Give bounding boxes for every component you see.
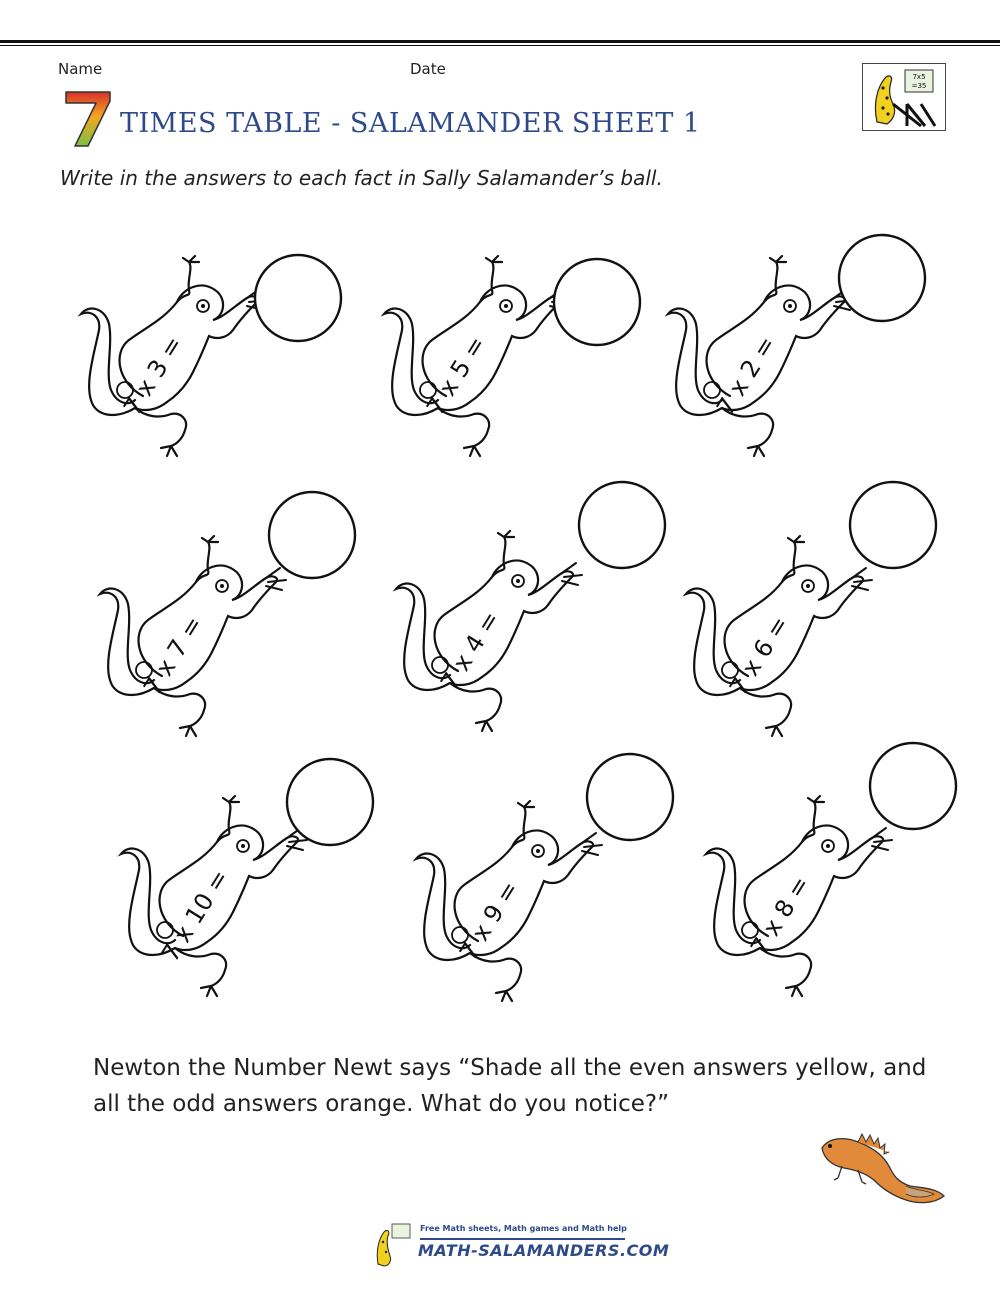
answer-ball[interactable]	[287, 759, 373, 845]
salamander-card	[686, 482, 936, 736]
logo-badge-line2: =35	[911, 82, 927, 90]
salamander-card	[668, 235, 925, 456]
fact-label: 7 x 4 =	[435, 606, 506, 696]
footer-tagline: Free Math sheets, Math games and Math help	[420, 1224, 627, 1233]
salamander-card	[100, 492, 355, 736]
top-rule	[0, 40, 1000, 43]
footer-logo	[370, 1222, 670, 1272]
fact-label: 7 x 7 =	[138, 611, 209, 701]
answer-ball[interactable]	[554, 259, 640, 345]
seven-numeral-icon	[62, 88, 114, 150]
salamander-logo	[862, 63, 946, 131]
fact-label: 7 x 2 =	[711, 331, 782, 421]
fact-label: 7 x 10 =	[156, 864, 235, 967]
name-label: Name	[58, 60, 103, 78]
salamander-card	[384, 256, 640, 456]
fact-label: 7 x 5 =	[421, 331, 492, 421]
fact-label: 7 x 3 =	[118, 331, 189, 421]
footer-salamander-icon	[370, 1222, 416, 1268]
answer-ball[interactable]	[255, 255, 341, 341]
footer-rule	[420, 1238, 625, 1240]
footer-brand: MATH-SALAMANDERS.COM	[418, 1241, 670, 1260]
newt-icon	[818, 1130, 946, 1210]
fact-label: 7 x 8 =	[745, 871, 816, 961]
answer-ball[interactable]	[839, 235, 925, 321]
fact-label: 7 x 9 =	[454, 876, 525, 966]
salamander-card	[396, 482, 665, 731]
salamander-card	[121, 759, 373, 996]
answer-ball[interactable]	[579, 482, 665, 568]
answer-ball[interactable]	[870, 743, 956, 829]
answer-ball[interactable]	[587, 754, 673, 840]
top-rule-thin	[0, 45, 1000, 46]
salamander-grid	[0, 220, 1000, 1040]
answer-ball[interactable]	[269, 492, 355, 578]
page-title: TIMES TABLE - SALAMANDER SHEET 1	[120, 108, 701, 139]
logo-badge-line1: 7x5	[912, 73, 926, 81]
fact-label: 7 x 6 =	[724, 611, 795, 701]
salamander-card	[416, 754, 673, 1001]
newton-instructions: Newton the Number Newt says “Shade all the even answers yellow, and all the odd answers orange. What do you notice?”	[93, 1055, 927, 1117]
instructions-text: Write in the answers to each fact in Sally Salamander’s ball.	[60, 166, 663, 190]
date-label: Date	[410, 60, 446, 78]
salamander-card	[81, 255, 341, 456]
salamander-card	[706, 743, 956, 996]
answer-ball[interactable]	[850, 482, 936, 568]
